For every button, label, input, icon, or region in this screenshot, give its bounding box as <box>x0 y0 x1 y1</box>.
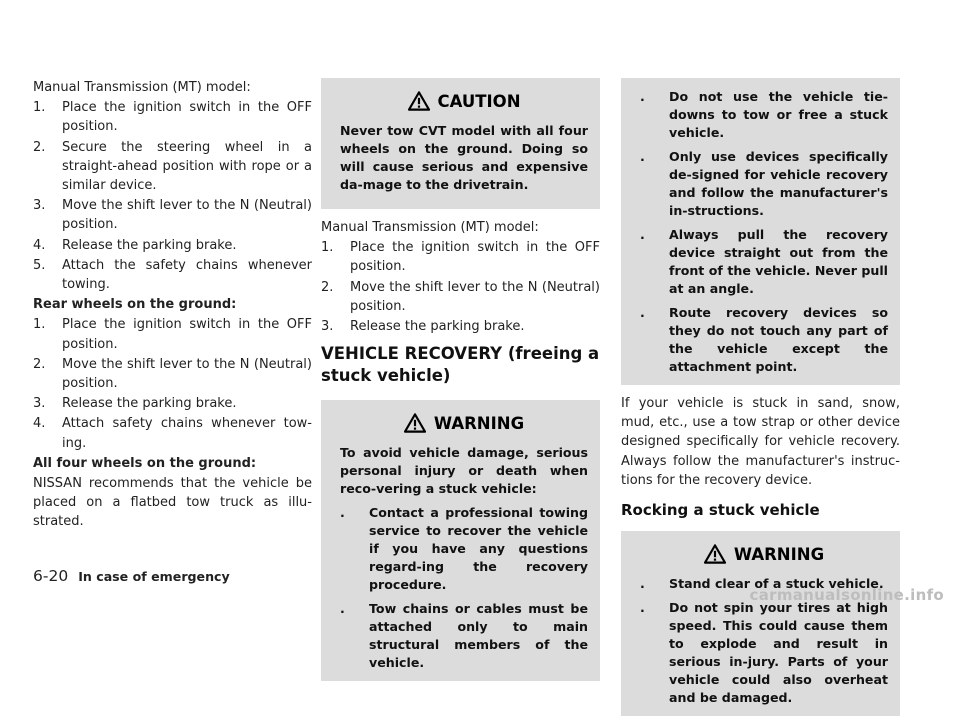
step-number: 5. <box>33 257 46 273</box>
warning-continued-box <box>621 78 900 385</box>
step-number: 2. <box>321 279 334 295</box>
warning-triangle-icon <box>408 91 430 111</box>
all-wheels-text: NISSAN recommends that the vehicle be placed on a flatbed tow truck as illu-strated. <box>33 476 312 530</box>
bullet-text: Always pull the recovery device straight out from the front of the vehicle. Never pull at an angle. <box>669 227 888 296</box>
list-item <box>33 256 312 294</box>
step-number: 2. <box>33 356 46 372</box>
section-title: In case of emergency <box>78 569 230 584</box>
bullet: . <box>640 305 645 320</box>
bullet: . <box>340 601 345 617</box>
warning-header <box>340 408 588 438</box>
step-number: 1. <box>33 317 46 333</box>
watermark: carmanualsonline.info <box>749 586 944 604</box>
step-text: Move the shift lever to the N (Neutral) position. <box>62 198 312 233</box>
caution-header <box>340 86 588 116</box>
page-footer <box>33 567 230 585</box>
list-item <box>33 414 312 452</box>
column-left <box>33 78 312 533</box>
vehicle-recovery-heading: VEHICLE RECOVERY (freeing a stuck vehicle) <box>321 344 600 386</box>
step-text: Attach the safety chains whenever towing. <box>62 257 312 293</box>
list-item <box>340 504 588 594</box>
list-item <box>640 599 888 707</box>
caution-box <box>321 78 600 209</box>
step-text: Place the ignition switch in the OFF position. <box>350 240 600 275</box>
mt-steps-list <box>33 98 312 294</box>
bullet-text: Route recovery devices so they do not touch any part of the vehicle except the attachment point. <box>669 305 888 374</box>
bullet: . <box>640 600 645 616</box>
list-item <box>321 317 600 336</box>
bullet: . <box>640 149 645 164</box>
bullet-text: Stand clear of a stuck vehicle. <box>669 576 884 592</box>
rocking-heading: Rocking a stuck vehicle <box>621 501 820 520</box>
warning-triangle-icon <box>704 544 726 564</box>
step-number: 3. <box>33 198 46 214</box>
step-text: Release the parking brake. <box>350 319 525 335</box>
warning-triangle-icon <box>404 413 426 433</box>
step-number: 1. <box>33 100 46 116</box>
bullet: . <box>640 576 645 592</box>
mt-heading-2: Manual Transmission (MT) model: <box>321 220 539 235</box>
step-text: Release the parking brake. <box>62 237 237 253</box>
warning-box-2 <box>621 531 900 716</box>
bullet-text: Do not spin your tires at high speed. This could cause them to explode and result in serious in-jury. Parts of your vehicle could also overheat and be damaged. <box>669 600 888 706</box>
step-text: Move the shift lever to the N (Neutral) position. <box>62 356 312 392</box>
rear-steps-list <box>33 315 312 452</box>
step-text: Release the parking brake. <box>62 396 237 412</box>
step-text: Attach safety chains whenever tow-ing. <box>62 416 312 451</box>
warning-title-2: WARNING <box>733 544 825 564</box>
bullet: . <box>640 227 645 242</box>
step-number: 2. <box>33 139 46 155</box>
bullet-text: Do not use the vehicle tie-downs to tow or free a stuck vehicle. <box>669 89 888 140</box>
bullet: . <box>340 505 345 521</box>
list-item <box>340 600 588 672</box>
list-item <box>33 236 312 255</box>
list-item <box>640 226 888 298</box>
step-number: 3. <box>321 319 334 335</box>
list-item <box>640 304 888 376</box>
list-item <box>640 88 888 142</box>
caution-text: Never tow CVT model with all four wheels on the ground. Doing so will cause serious and expensive da-mage to the drivetrain. <box>340 123 588 192</box>
list-item <box>33 355 312 393</box>
warning-header-2 <box>640 539 888 569</box>
bullet: . <box>640 89 645 104</box>
step-text: Place the ignition switch in the OFF position. <box>62 100 312 135</box>
list-item <box>640 148 888 220</box>
mt-heading: Manual Transmission (MT) model: <box>33 80 251 95</box>
list-item <box>33 138 312 196</box>
page-number: 6-20 <box>33 567 69 585</box>
step-text: Move the shift lever to the N (Neutral) position. <box>350 279 600 314</box>
mt-steps-list-2 <box>321 238 600 336</box>
step-number: 4. <box>33 237 46 253</box>
all-wheels-heading: All four wheels on the ground: <box>33 455 257 471</box>
list-item <box>33 196 312 234</box>
list-item <box>321 278 600 316</box>
list-item <box>33 98 312 136</box>
caution-title: CAUTION <box>437 91 521 111</box>
bullet-text: Tow chains or cables must be attached only to main structural members of the vehicle. <box>369 601 588 671</box>
step-number: 1. <box>321 240 334 256</box>
list-item <box>321 238 600 276</box>
column-middle <box>321 78 600 690</box>
step-number: 3. <box>33 396 46 412</box>
step-text: Secure the steering wheel in a straight-ahead position with rope or a similar device. <box>62 139 312 194</box>
step-number: 4. <box>33 416 46 432</box>
warning-title: WARNING <box>433 413 525 433</box>
column-right <box>621 78 900 725</box>
warning-intro: To avoid vehicle damage, serious personal injury or death when reco-vering a stuck vehicle: <box>340 445 588 497</box>
rear-wheels-heading: Rear wheels on the ground: <box>33 297 237 313</box>
recovery-paragraph: If your vehicle is stuck in sand, snow, mud, etc., use a tow strap or other device designed specifically for vehicle recovery. Always follow the manufacturer's instruc-tions for the recovery device. <box>621 396 900 488</box>
bullet-text: Only use devices specifically de-signed for vehicle recovery and follow the manufacturer's in-structions. <box>669 149 888 218</box>
list-item <box>33 394 312 413</box>
list-item <box>33 315 312 353</box>
warning-box <box>321 400 600 681</box>
step-text: Place the ignition switch in the OFF position. <box>62 317 312 352</box>
bullet-text: Contact a professional towing service to recover the vehicle if you have any questions regard-ing the recovery procedure. <box>369 505 588 593</box>
